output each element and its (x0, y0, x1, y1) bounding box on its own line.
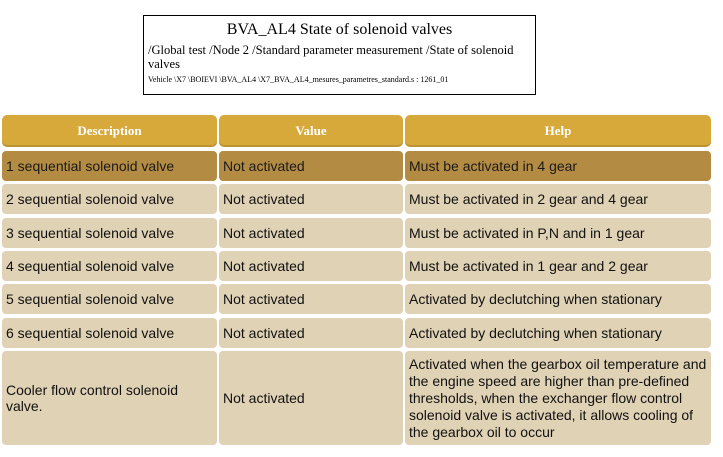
table-header (2, 115, 711, 147)
table-row[interactable] (2, 318, 711, 348)
row-value: Not activated (219, 184, 403, 214)
table-row[interactable] (2, 218, 711, 248)
navigation-path: /Global test /Node 2 /Standard parameter measurement /State of solenoid valves (148, 43, 514, 71)
row-value: Not activated (219, 318, 403, 348)
row-help: Activated by declutching when stationary (405, 318, 711, 348)
table-row[interactable] (2, 184, 711, 214)
row-value: Not activated (219, 218, 403, 248)
row-description: Cooler flow control solenoid valve. (2, 351, 217, 445)
row-description: 6 sequential solenoid valve (2, 318, 217, 348)
row-value: Not activated (219, 284, 403, 314)
table-row[interactable] (2, 151, 711, 181)
row-description: 1 sequential solenoid valve (2, 151, 217, 181)
row-value: Not activated (219, 251, 403, 281)
row-help: Must be activated in 4 gear (405, 151, 711, 181)
table-row[interactable] (2, 351, 711, 445)
info-box (143, 15, 536, 95)
column-header-help[interactable]: Help (405, 115, 711, 147)
row-description: 5 sequential solenoid valve (2, 284, 217, 314)
row-help: Must be activated in 1 gear and 2 gear (405, 251, 711, 281)
row-description: 2 sequential solenoid valve (2, 184, 217, 214)
row-value: Not activated (219, 351, 403, 445)
row-help: Must be activated in P,N and in 1 gear (405, 218, 711, 248)
table-row[interactable] (2, 284, 711, 314)
page-title: BVA_AL4 State of solenoid valves (226, 21, 453, 38)
column-header-description[interactable]: Description (2, 115, 217, 147)
column-header-value[interactable]: Value (219, 115, 403, 147)
row-help: Must be activated in 2 gear and 4 gear (405, 184, 711, 214)
file-path: Vehicle \X7 \BOIEVI \BVA_AL4 \X7_BVA_AL4_mesures_parametres_standard.s : 1261_01 (148, 75, 449, 84)
table-row[interactable] (2, 251, 711, 281)
row-description: 3 sequential solenoid valve (2, 218, 217, 248)
row-value: Not activated (219, 151, 403, 181)
row-description: 4 sequential solenoid valve (2, 251, 217, 281)
row-help: Activated by declutching when stationary (405, 284, 711, 314)
row-help: Activated when the gearbox oil temperature and the engine speed are higher than pre-defined thresholds, when the exchanger flow control solenoid valve is activated, it allows cooling of the gearbox oil to occur (405, 351, 711, 445)
